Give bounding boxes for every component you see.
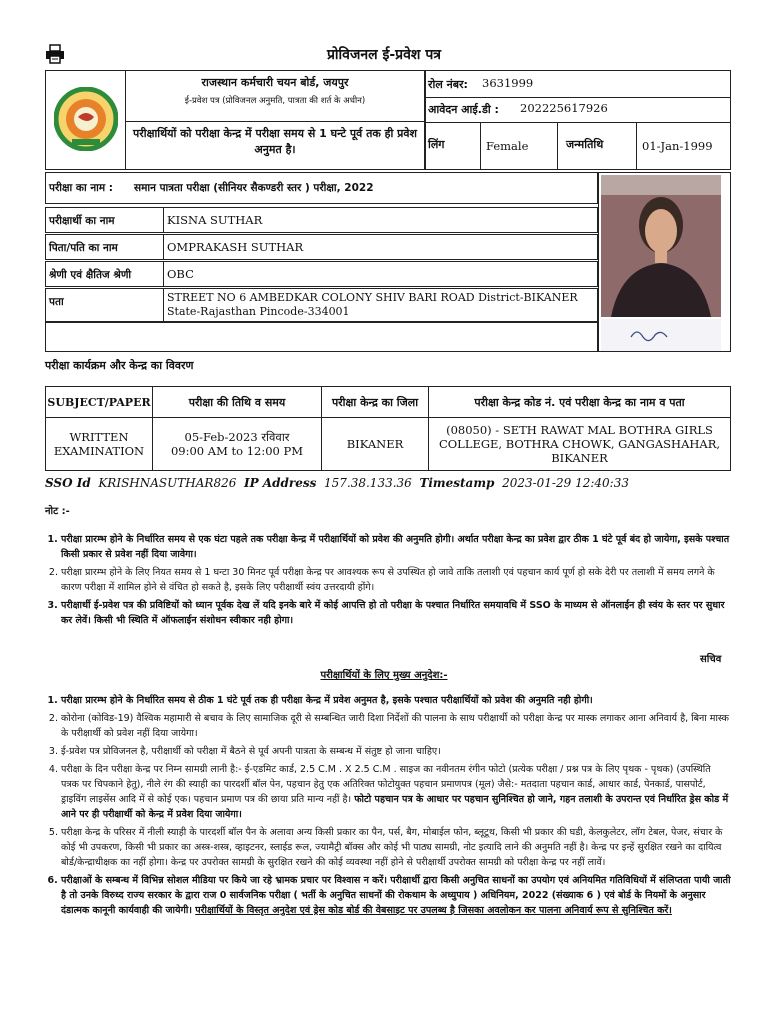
gender-value-cell (480, 123, 558, 170)
category-row (45, 261, 598, 287)
note-item-3: 3. परीक्षार्थी ई-प्रवेश पत्र की प्रविष्टियों को ध्यान पूर्वक देख लें यदि इनके बारे में कोई आपत्ति हो तो परीक्षा के पश्चात निर्धारित समयावधि में SSO के माध्यम से ऑनलाईन ही स्वंय के स्तर पर सुधार कर लेवें। किसी भी स्थिति में ऑफलाईन संशोधन स्वीकार नही होगा। (61, 598, 731, 628)
ip-label: IP Address (243, 476, 317, 490)
timestamp-label: Timestamp (419, 476, 495, 490)
gender-value: Female (486, 139, 529, 153)
roll-label: रोल नंबर: (428, 78, 468, 91)
instruction-item-1: 1. परीक्षा प्रारम्भ होने के निर्धारित समय से ठीक 1 घंटे पूर्व तक ही परीक्षा केन्द्र में प्रवेश अनुमत है, इसके पश्चात परीक्षार्थियों को प्रवेश की अनुमति नही होगी। (61, 693, 731, 708)
app-id-value: 202225617926 (520, 101, 608, 115)
sso-label: SSO Id (45, 476, 91, 490)
app-id-label: आवेदन आई.डी : (428, 103, 499, 116)
category-value: OBC (167, 267, 194, 281)
exam-label: परीक्षा का नाम : (49, 182, 114, 194)
roll-number-row (425, 70, 731, 98)
exam-name-row (45, 172, 598, 204)
timestamp-value: 2023-01-29 12:40:33 (502, 476, 629, 490)
org-name: राजस्थान कर्मचारी चयन बोर्ड, जयपुर (201, 76, 349, 89)
col-subject: SUBJECT/PAPER (46, 387, 153, 418)
col-date-time: परीक्षा की तिथि व समय (153, 387, 322, 418)
gender-label: लिंग (428, 138, 445, 151)
instruction-item-5: 5. परीक्षा केन्द्र के परिसर में नीली स्याही के पारदर्शी बॉल पैन के अलावा अन्य किसी प्रकार का पैन, पर्स, बैग, मोबाईल फोन, ब्लूटूथ, किसी भी प्रकार की घडी, केलकुलेटर, लॉग टेबल, पेजर, संचार के कोई भी उपकरण, किसी भी प्रकार का अस्त्र-शस्त्र, व्हाइटनर, स्लाईड रूल, ज्यामैट्री बॉक्स और कोई भी पाठ्य सामग्री, नोट इत्यादि लाने की अनुमति नहीं है। केन्द्र पर इन्हें सुरक्षित रखने का दायित्व बोर्ड/केन्द्राधीक्षक का नहीं होगा। केन्द्र पर उपरोक्त सामग्री के सुरक्षित रखने की कोई व्यवस्था नहीं होने से परीक्षार्थी उपरोक्त सामग्री को परीक्षा केन्द्र पर नहीं लावें। (61, 825, 731, 870)
gender-dob-row (425, 123, 731, 170)
page-title: प्रोविजनल ई-प्रवेश पत्र (326, 47, 442, 63)
note-item-1: 1. परीक्षा प्रारम्भ होने के निर्धारित समय से एक घंटा पहले तक परीक्षा केन्द्र में परीक्षार्थियों को प्रवेश की अनुमति होगी। अर्थात परीक्षा केन्द्र का प्रवेश द्वार ठीक 1 घंटे पूर्व बंद हो जायेगा, इसके पश्चात किसी प्रकार से प्रवेश नहीं दिया जावेगा। (61, 532, 731, 562)
dob-value: 01-Jan-1999 (642, 139, 713, 153)
dob-value-cell (636, 123, 731, 170)
address-row (45, 288, 598, 322)
address-value: STREET NO 6 AMBEDKAR COLONY SHIV BARI ROAD District-BIKANER State-Rajasthan Pincode-334001 (167, 291, 578, 318)
instruction-item-4 (61, 762, 731, 822)
instruction-4-text: परीक्षा के दिन परीक्षा केन्द्र पर निम्न सामग्री लानी है:- ई-एडमिट कार्ड, 2.5 C.M . X 2.5 C.M . साइज का नवीनतम रंगीन फोटो (प्रत्येक परीक्षा / प्रश्न पत्र के लिए पृथक - पृथक) (उपस्थिति पत्रक पर चिपकाने हेतु), नीले रंग की स्याही का पारदर्शी बॉल पेन, पहचान हेतु एक अतिरिक्त फोटोयुक्त पहचान प्रमाणपत्र (मूल) जैसे:- मतदाता पहचान कार्ड, आधार कार्ड, पेनकार्ड, पासपोर्ट, ड्राइविंग लाइसेंस आदि में से कोई एक। पहचान प्रमाण पत्र की छाया प्रति मान्य नहीं है। (61, 764, 711, 805)
address-label: पता (46, 289, 164, 321)
board-logo (54, 87, 118, 151)
category-label: श्रेणी एवं क्षैतिज श्रेणी (46, 262, 164, 286)
org-subtitle: ई-प्रवेश पत्र (प्रोविजनल अनुमति, पात्रता की शर्त के अधीन) (184, 96, 366, 106)
col-district: परीक्षा केन्द्र का जिला (322, 387, 429, 418)
schedule-row (46, 418, 731, 471)
notes-title: नोट :- (45, 506, 70, 517)
dob-label: जन्मतिथि (566, 138, 604, 151)
sso-line (45, 476, 629, 490)
logo-cell (45, 70, 125, 170)
col-center: परीक्षा केन्द्र कोड नं. एवं परीक्षा केन्द्र का नाम व पता (429, 387, 731, 418)
schedule-table (45, 386, 731, 471)
gender-label-cell (425, 123, 481, 170)
sso-value: KRISHNASUTHAR826 (98, 476, 237, 490)
exam-date: 05-Feb-2023 रविवार (184, 430, 290, 444)
exam-value: समान पात्रता परीक्षा (सीनियर सैकण्डरी स्तर ) परीक्षा, 2022 (134, 182, 374, 194)
instruction-item-6 (61, 873, 731, 918)
notes-block (45, 532, 731, 631)
photo-box (598, 172, 731, 352)
roll-value: 3631999 (482, 76, 534, 90)
application-id-row (425, 98, 731, 123)
father-name-value: OMPRAKASH SUTHAR (167, 240, 304, 254)
father-name-row (45, 234, 598, 260)
blank-row (45, 322, 598, 352)
schedule-header-row (46, 387, 731, 418)
instruction-4-bold: फोटो पहचान पत्र के आधार पर पहचान सुनिश्चित हो जाने, गहन तलाशी के उपरान्त एवं निर्धारित ड्रेस कोड में आने पर ही परीक्षार्थी को केन्द्र में प्रवेश दिया जायेगा। (61, 794, 729, 820)
instructions-block (45, 693, 731, 921)
schedule-heading: परीक्षा कार्यक्रम और केन्द्र का विवरण (45, 359, 194, 372)
candidate-name-value: KISNA SUTHAR (167, 213, 263, 227)
subject-cell: WRITTEN EXAMINATION (46, 418, 153, 471)
candidate-signature (601, 319, 721, 351)
candidate-name-label: परीक्षार्थी का नाम (46, 208, 164, 232)
district-cell: BIKANER (322, 418, 429, 471)
dob-label-cell (557, 123, 637, 170)
center-cell: (08050) - SETH RAWAT MAL BOTHRA GIRLS COLLEGE, BOTHRA CHOWK, GANGASHAHAR, BIKANER (429, 418, 731, 471)
father-name-label: पिता/पति का नाम (46, 235, 164, 259)
ip-value: 157.38.133.36 (324, 476, 412, 490)
instruction-6-text: परीक्षाओं के सम्बन्ध में विभिन्न सोशल मीडिया पर किये जा रहे भ्रामक प्रचार पर विश्वास न करें। परीक्षार्थी द्वारा किसी अनुचित साधनों का उपयोग एवं अनियमित गतिविधियों में संलिप्तता पायी जाती है तो उनके विरुध्द राज्य सरकार के द्वारा राज 0 सार्वजनिक परीक्षा ( भर्ती के अनुचित साधनों की रोकथाम के अध्युपाय ) अधिनियम, 2022 (संख्याक 6 ) एवं बोर्ड के नियमों के अनुसार दंडात्मक कानूनी कार्यवाही की जायेगी। (61, 875, 731, 916)
org-header (125, 70, 425, 122)
entry-warning: परीक्षार्थियों को परीक्षा केन्द्र में परीक्षा समय से 1 घन्टे पूर्व तक ही प्रवेश अनुमत है। (125, 122, 425, 170)
candidate-photo (601, 175, 721, 317)
instructions-title: परीक्षार्थियों के लिए मुख्य अनुदेश:- (320, 670, 448, 681)
exam-time: 09:00 AM to 12:00 PM (170, 444, 304, 458)
instruction-item-3: 3. ई-प्रवेश पत्र प्रोविजनल है, परीक्षार्थी को परीक्षा में बैठने से पूर्व अपनी पात्रता के सम्बन्ध में संतुष्ट हो जाना चाहिए। (61, 744, 731, 759)
instruction-6-link-text: परीक्षार्थियों के विस्तृत अनुदेश एवं ड्रेस कोड बोर्ड की वेबसाइट पर उपलब्ध है जिसका अवलोकन कर पालना अनिवार्य रूप से सुनिश्चित करें। (195, 905, 672, 916)
candidate-name-row (45, 207, 598, 233)
instruction-item-2: 2. कोरोना (कोविड-19) वैश्विक महामारी से बचाव के लिए सामाजिक दूरी से सम्बन्धित जारी दिशा निर्देशों की पालना के साथ परीक्षार्थी को परीक्षा केन्द्र पर मास्क लगाकर आना अनिवार्य है, बिना मास्क के परीक्षार्थी को प्रवेश नहीं दिया जायेगा। (61, 711, 731, 741)
date-time-cell (153, 418, 322, 471)
secretary-sign: सचिव (700, 654, 722, 665)
note-item-2: 2. परीक्षा प्रारम्भ होने के लिए नियत समय से 1 घन्टा 30 मिनट पूर्व परीक्षा केन्द्र पर आवश्यक रूप से उपस्थित हो जावे ताकि तलाशी एवं पहचान कार्य पूर्ण हो सके देरी पर तलाशी में समय लगने के कारण परीक्षा में शामिल होने से वंचित हो सकते है, इसके लिए परीक्षार्थी स्वंय उत्तरदायी होंगे। (61, 565, 731, 595)
